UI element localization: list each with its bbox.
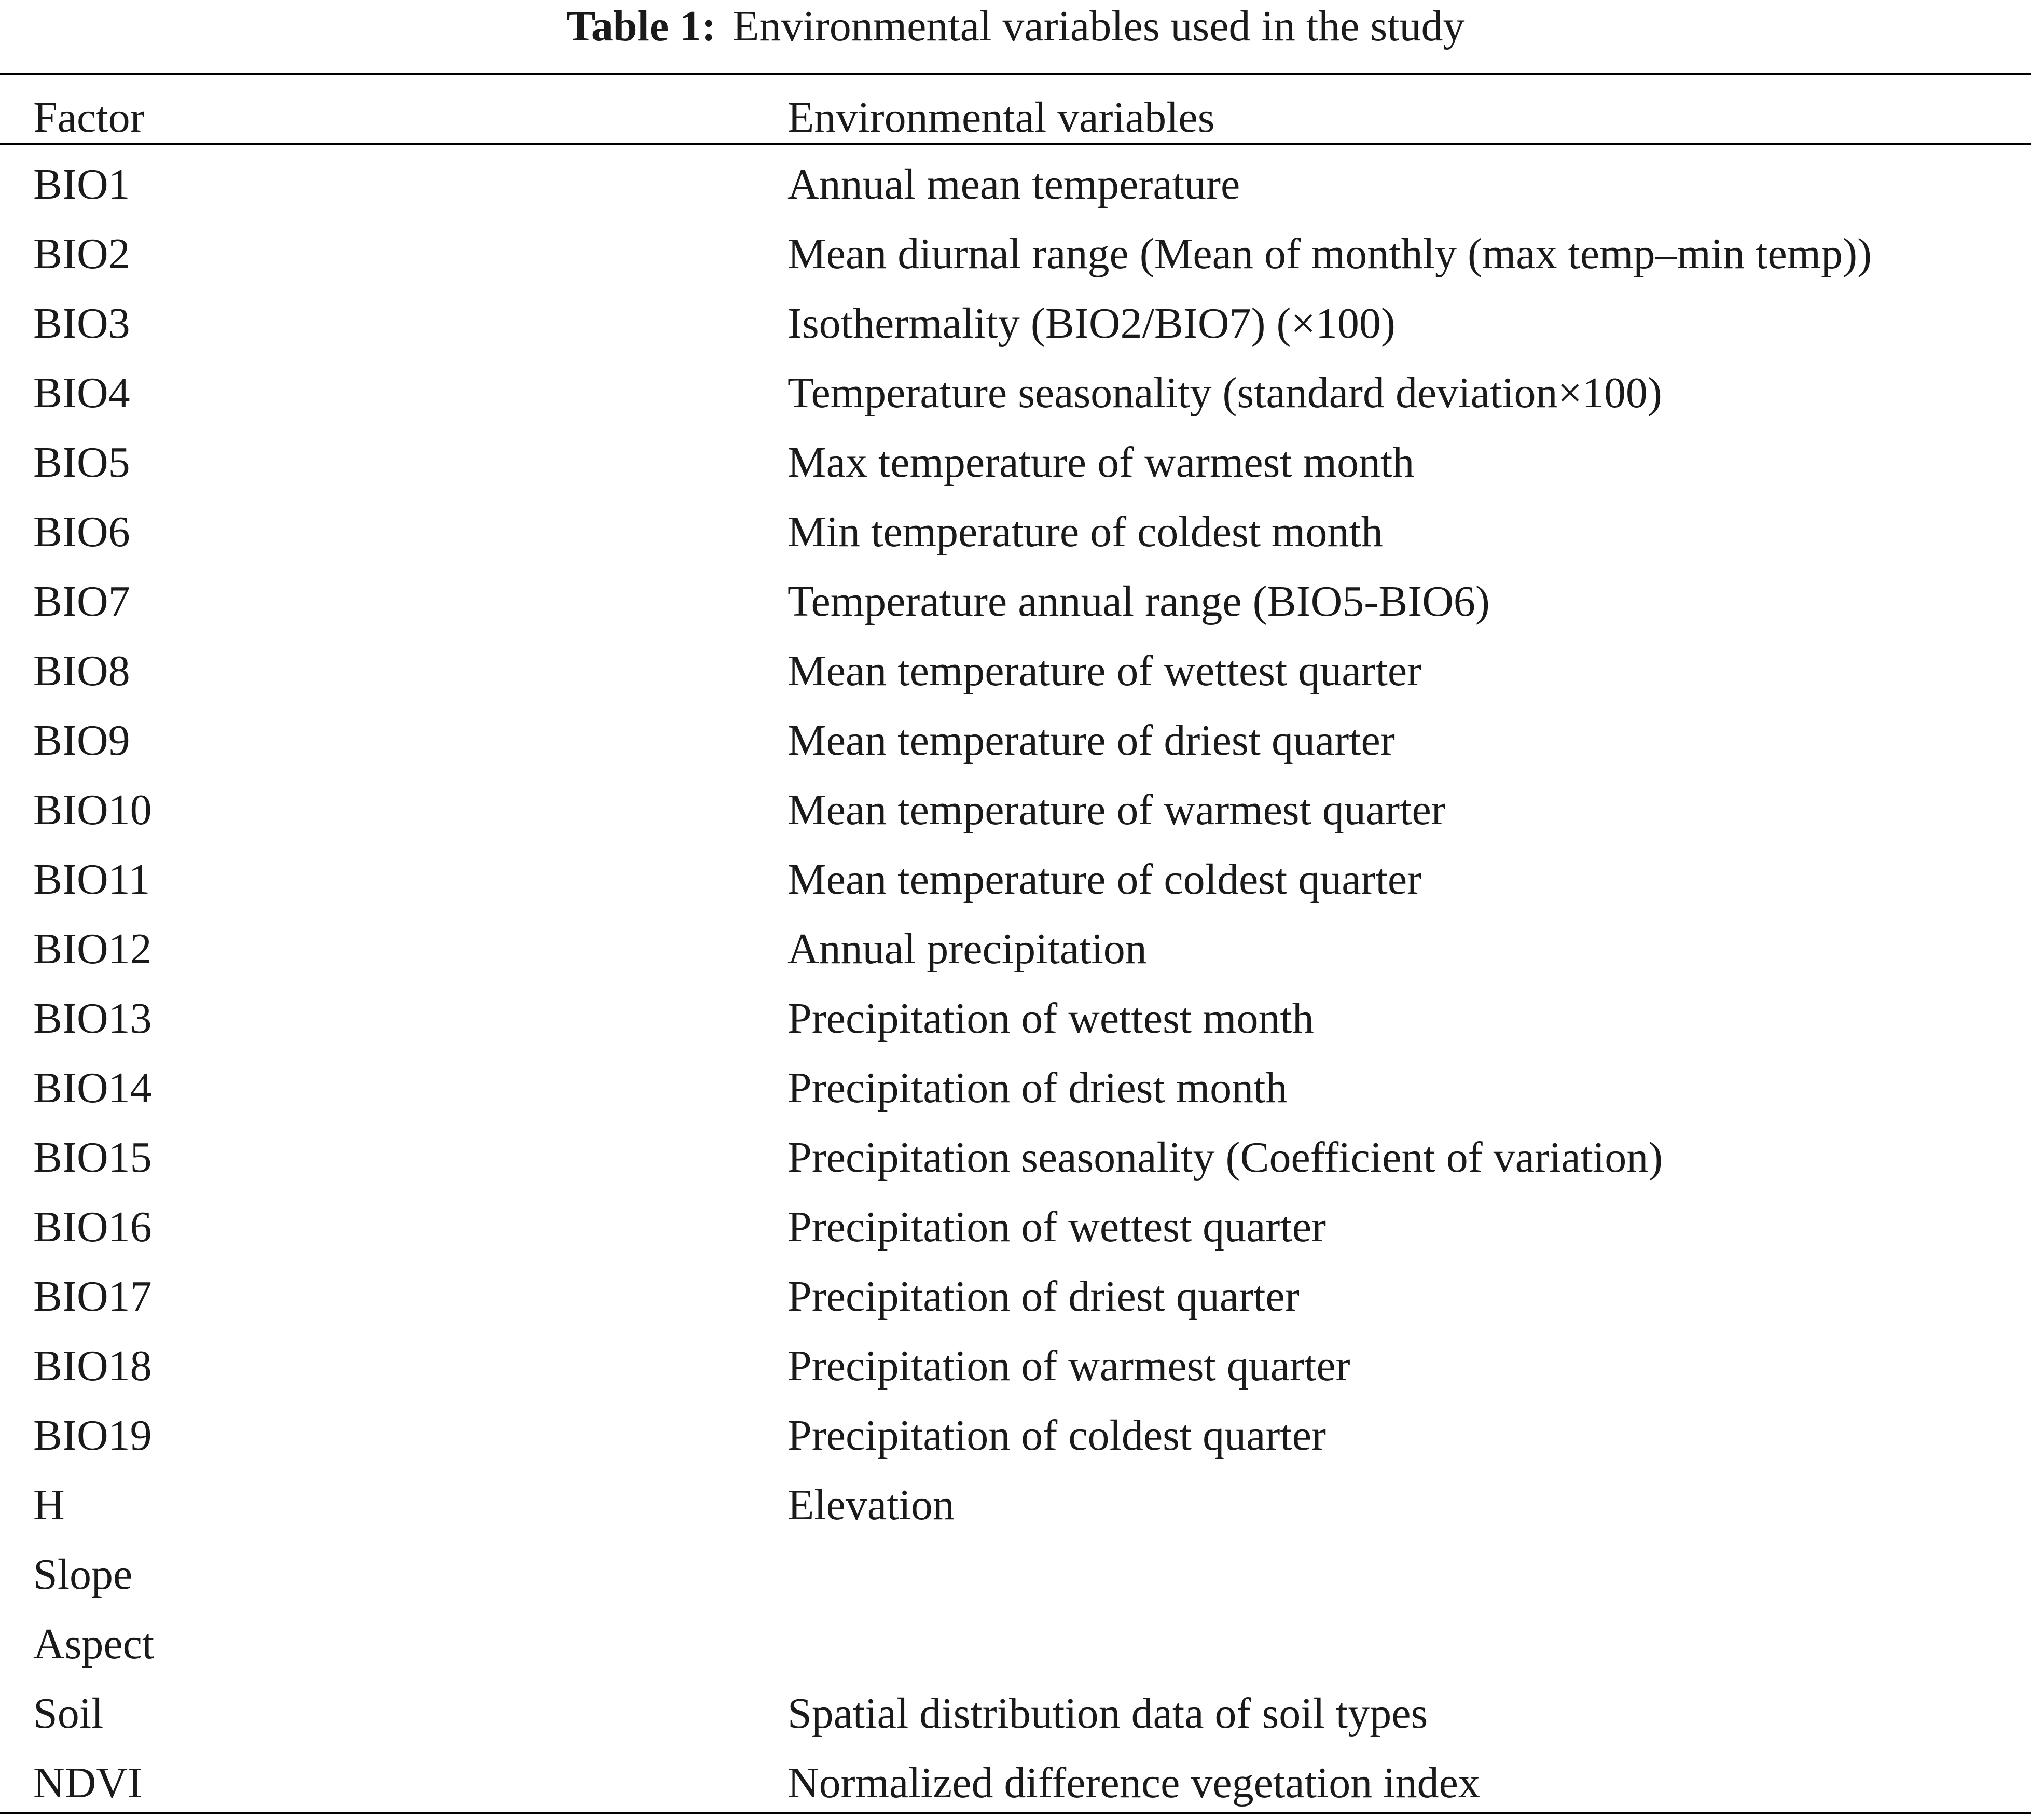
factor-cell: BIO16 [33, 1203, 152, 1251]
table-row [0, 1055, 2031, 1125]
table-row [0, 499, 2031, 569]
factor-cell: BIO19 [33, 1411, 152, 1460]
top-rule [0, 73, 2031, 75]
table-row [0, 221, 2031, 291]
table-row [0, 1542, 2031, 1611]
table-row [0, 847, 2031, 916]
table-row [0, 1333, 2031, 1403]
variable-cell: Temperature seasonality (standard deviation×100) [787, 369, 1662, 417]
table-row [0, 569, 2031, 638]
factor-cell: BIO17 [33, 1272, 152, 1321]
header-factor: Factor [33, 93, 145, 142]
table-row [0, 291, 2031, 360]
variable-cell: Normalized difference vegetation index [787, 1759, 1480, 1807]
factor-cell: BIO8 [33, 647, 130, 695]
variable-cell: Precipitation of warmest quarter [787, 1342, 1350, 1390]
table-row [0, 1750, 2031, 1820]
factor-cell: Slope [33, 1550, 133, 1599]
factor-cell: BIO11 [33, 855, 150, 904]
table-header [0, 83, 2031, 140]
table-row [0, 1125, 2031, 1194]
variable-cell: Precipitation of driest quarter [787, 1272, 1300, 1321]
variable-cell: Annual precipitation [787, 925, 1147, 973]
factor-cell: Aspect [33, 1620, 155, 1668]
factor-cell: BIO14 [33, 1064, 152, 1112]
factor-cell: BIO4 [33, 369, 130, 417]
table-row [0, 152, 2031, 221]
variable-cell: Precipitation of driest month [787, 1064, 1288, 1112]
factor-cell: BIO7 [33, 577, 130, 626]
table-row [0, 1611, 2031, 1681]
variable-cell: Mean temperature of wettest quarter [787, 647, 1422, 695]
factor-cell: H [33, 1481, 65, 1529]
variable-cell: Max temperature of warmest month [787, 438, 1415, 487]
table-row [0, 986, 2031, 1055]
table-row [0, 1472, 2031, 1542]
variable-cell: Temperature annual range (BIO5-BIO6) [787, 577, 1490, 626]
variable-cell: Precipitation of coldest quarter [787, 1411, 1326, 1460]
factor-cell: Soil [33, 1689, 104, 1738]
variable-cell: Mean temperature of coldest quarter [787, 855, 1422, 904]
variable-cell: Isothermality (BIO2/BIO7) (×100) [787, 299, 1396, 348]
factor-cell: BIO12 [33, 925, 152, 973]
factor-cell: BIO2 [33, 230, 130, 278]
variable-cell: Mean temperature of driest quarter [787, 716, 1395, 765]
table-row [0, 1264, 2031, 1333]
table-row [0, 1403, 2031, 1472]
variable-cell: Precipitation of wettest month [787, 994, 1314, 1043]
table-row [0, 708, 2031, 777]
header-rule [0, 143, 2031, 145]
variable-cell: Spatial distribution data of soil types [787, 1689, 1428, 1738]
factor-cell: BIO10 [33, 786, 152, 834]
factor-cell: NDVI [33, 1759, 142, 1807]
factor-cell: BIO1 [33, 160, 130, 209]
table-caption-label: Table 1: [566, 2, 716, 50]
table-caption-text: Environmental variables used in the study [733, 2, 1465, 50]
table-row [0, 430, 2031, 499]
table-row [0, 638, 2031, 708]
variable-cell: Min temperature of coldest month [787, 508, 1383, 556]
table-row [0, 916, 2031, 986]
table-caption [0, 0, 2031, 52]
factor-cell: BIO13 [33, 994, 152, 1043]
table-row [0, 1681, 2031, 1750]
header-environmental-variables: Environmental variables [787, 93, 1215, 142]
variable-cell: Precipitation of wettest quarter [787, 1203, 1326, 1251]
table-row [0, 1194, 2031, 1264]
variable-cell: Precipitation seasonality (Coefficient of variation) [787, 1133, 1663, 1182]
factor-cell: BIO15 [33, 1133, 152, 1182]
factor-cell: BIO9 [33, 716, 130, 765]
bottom-rule [0, 1812, 2031, 1814]
table-row [0, 360, 2031, 430]
table-row [0, 777, 2031, 847]
factor-cell: BIO5 [33, 438, 130, 487]
factor-cell: BIO6 [33, 508, 130, 556]
variable-cell: Elevation [787, 1481, 955, 1529]
factor-cell: BIO18 [33, 1342, 152, 1390]
variable-cell: Mean temperature of warmest quarter [787, 786, 1446, 834]
factor-cell: BIO3 [33, 299, 130, 348]
variable-cell: Mean diurnal range (Mean of monthly (max temp–min temp)) [787, 230, 1872, 278]
variable-cell: Annual mean temperature [787, 160, 1240, 209]
table-body [0, 152, 2031, 1820]
